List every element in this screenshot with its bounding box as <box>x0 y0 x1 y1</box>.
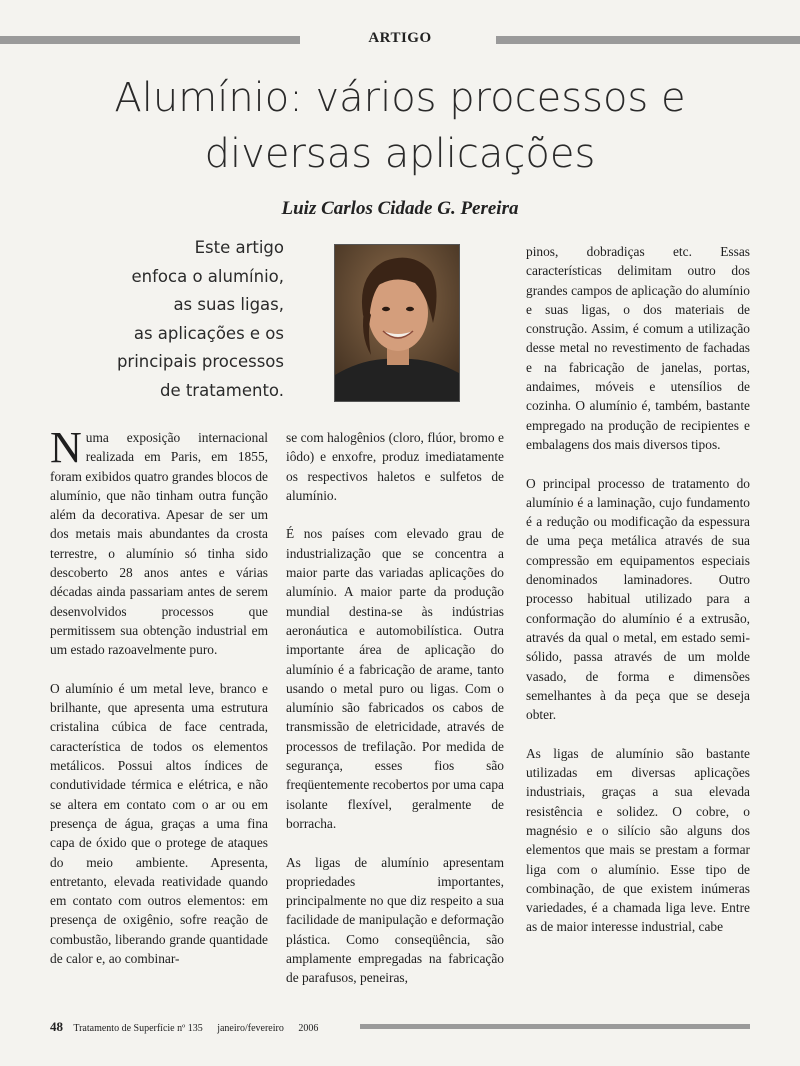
page-footer <box>50 1019 318 1035</box>
publication-name: Tratamento de Superfície nº 135 <box>73 1023 203 1034</box>
body-column-3 <box>526 242 750 937</box>
issue-months: janeiro/fevereiro <box>217 1023 284 1034</box>
paragraph: É nos países com elevado grau de industrialização que se concentra a maior parte das variadas aplicações do alumínio. A maior parte da produção mundial destina-se às indústrias aeronáutica e automobilística. Outra importante área de aplicação do alumínio é a fabricação de arame, tanto usando o metal puro ou ligas. Com o alumínio são fabricados os cabos de transmissão de eletricidade, através de processos de trefilação. Por medida de segurança, esses fios são freqüentemente recobertos por uma capa isolante flexível, geralmente de borracha. <box>286 526 504 831</box>
header-rule-right <box>496 36 800 44</box>
paragraph: As ligas de alumínio apresentam propriedades importantes, principalmente no que diz respeito a sua facilidade de manipulação e deformação plástica. Como conseqüência, são amplamente empregadas na fabricação de parafusos, peneiras, <box>286 854 504 986</box>
article-title: Alumínio: vários processos e diversas aplicações <box>114 75 686 177</box>
paragraph: O alumínio é um metal leve, branco e brilhante, que apresenta uma estrutura cristalina cúbica de face centrada, característica de todos os elementos metálicos. Possui altos índices de condutividade térmica e elétrica, e não se altera em contato com o ar ou em presença de água, graças a uma fina capa de óxido que o protege de ataques do meio ambiente. Apresenta, entretanto, elevada reatividade quando em contato com outros elementos: em presença de oxigênio, sofre reação de combustão, liberando grande quantidade de calor e, ao combinar- <box>50 680 268 967</box>
page-number: 48 <box>50 1019 63 1034</box>
portrait-image <box>335 245 459 401</box>
abstract-line: as aplicações e os <box>133 323 284 343</box>
abstract <box>60 234 284 405</box>
paragraph: se com halogênios (cloro, flúor, bromo e iôdo) e enxofre, produz imediatamente os respectivos haletos e sulfetos de alumínio. <box>286 430 504 503</box>
footer-rule <box>360 1024 750 1029</box>
paragraph-text: uma exposição internacional realizada em Paris, em 1855, foram exibidos quatro grandes blocos de alumínio, que não tinham outra função além da decorativa. Apesar de ser um dos metais mais abundantes da crosta terrestre, o alumínio só tinha sido descoberto 28 anos antes e várias décadas ainda passariam antes de serem desenvolvidos processos que permitissem sua obtenção industrial em um estado razoavelmente puro. <box>50 430 268 658</box>
paragraph: O principal processo de tratamento do alumínio é a laminação, cujo fundamento é a redução ou modificação da espessura de uma peça metálica através de sua compressão em equipamentos especiais denominados laminadores. Outro processo habitual utilizado para a conformação do alumínio é a extrusão, através da qual o metal, em estado semi-sólido, passa através de um molde vasado, de forma e dimensões semelhantes à da peça que se deseja obter. <box>526 475 750 723</box>
abstract-line: de tratamento. <box>159 380 284 400</box>
dropcap: N <box>50 423 82 472</box>
body-column-1 <box>50 423 268 968</box>
issue-year: 2006 <box>298 1023 319 1034</box>
paragraph <box>50 423 268 660</box>
author-name: Luiz Carlos Cidade G. Pereira <box>281 198 519 219</box>
section-label: ARTIGO <box>368 30 432 46</box>
paragraph: pinos, dobradiças etc. Essas características delimitam outro dos grandes campos de aplicação do alumínio e suas ligas, o dos materiais de construção. Assim, é comum a utilização desse metal no revestimento de fachadas e na fabricação de janelas, portas, andaimes, móveis e utensílios de cozinha. O alumínio é, também, bastante empregado na produção de recipientes e embalagens dos mais diversos tipos. <box>526 244 750 452</box>
abstract-line: enfoca o alumínio, <box>131 266 284 286</box>
abstract-line: principais processos <box>116 352 284 371</box>
abstract-line: Este artigo <box>194 238 284 257</box>
author-photo <box>334 244 460 402</box>
abstract-line: as suas ligas, <box>173 295 284 314</box>
paragraph: As ligas de alumínio são bastante utilizadas em diversas aplicações industriais, graças a sua elevada resistência e solidez. O cobre, o magnésio e o silício são alguns dos elementos que mais se prestam a formar liga com o alumínio. Esse tipo de combinação, de que existem inúmeras variedades, é a chamada liga leve. Entre as de maior interesse industrial, cabe <box>526 745 750 935</box>
body-column-2 <box>286 428 504 988</box>
header-rule-left <box>0 36 300 44</box>
